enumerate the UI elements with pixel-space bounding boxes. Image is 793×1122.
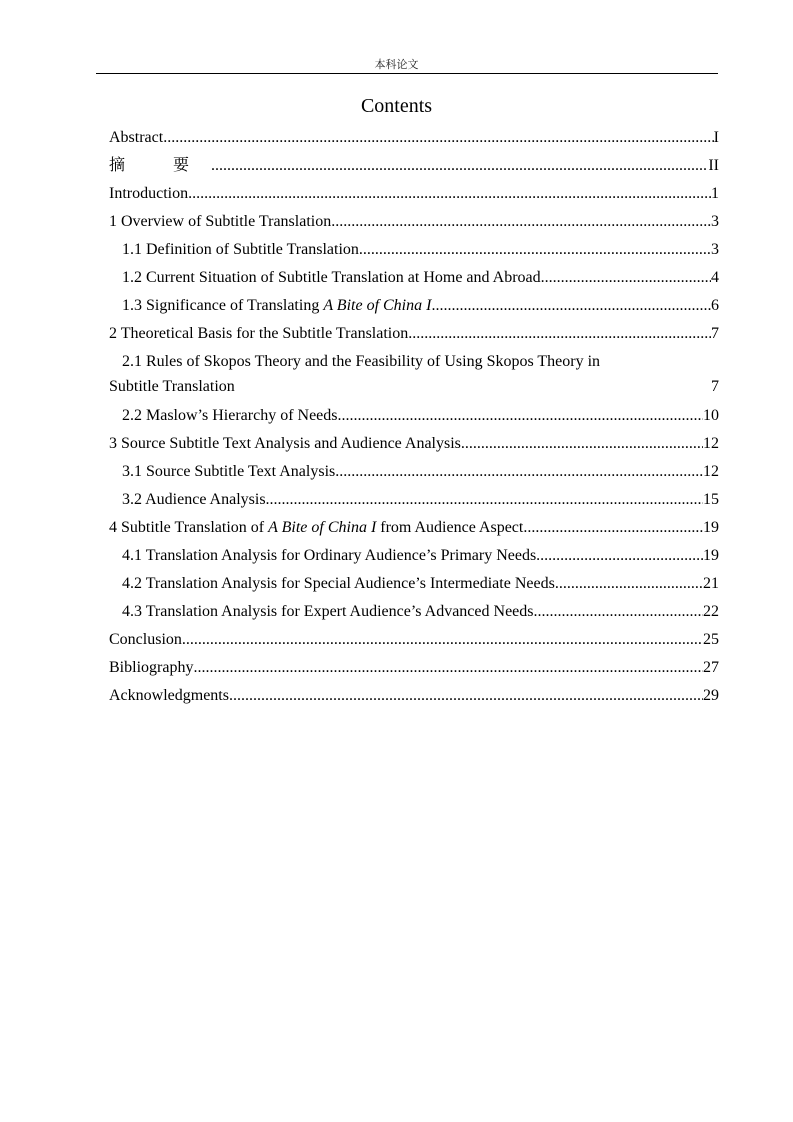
table-of-contents	[109, 124, 719, 710]
leader-dots	[235, 376, 711, 402]
toc-entry-page: 19	[703, 519, 719, 536]
toc-entry-label: 4.2 Translation Analysis for Special Audience’s Intermediate Needs	[122, 575, 555, 592]
leader-dots	[534, 598, 704, 626]
leader-dots	[163, 124, 713, 152]
toc-entry-section-2-2[interactable]	[109, 402, 719, 430]
leader-dots	[335, 458, 703, 486]
toc-entry-label: 1.1 Definition of Subtitle Translation	[122, 241, 359, 258]
leader-dots	[193, 654, 703, 682]
toc-entry-section-1-2[interactable]	[109, 264, 719, 292]
toc-entry-page: 7	[711, 378, 719, 395]
toc-entry-label: 1.2 Current Situation of Subtitle Translation at Home and Abroad	[122, 269, 541, 286]
toc-entry-label	[109, 514, 523, 542]
toc-entry-label-text: 摘 要	[109, 157, 212, 174]
leader-dots	[359, 236, 711, 264]
toc-entry-label: 4.3 Translation Analysis for Expert Audience’s Advanced Needs	[122, 603, 534, 620]
toc-entry-introduction[interactable]	[109, 180, 719, 208]
leader-dots	[408, 320, 711, 348]
leader-dots	[211, 152, 708, 180]
toc-entry-label: Conclusion	[109, 631, 182, 648]
leader-dots	[555, 570, 703, 598]
toc-entry-page: 7	[711, 325, 719, 342]
leader-dots	[331, 208, 711, 236]
toc-entry-page: 3	[711, 241, 719, 258]
header-rule	[96, 73, 718, 74]
toc-entry-label: 2.2 Maslow’s Hierarchy of Needs	[122, 407, 338, 424]
toc-entry-label-line1: 2.1 Rules of Skopos Theory and the Feasibility of Using Skopos Theory in	[122, 353, 601, 370]
leader-dots	[188, 180, 711, 208]
toc-entry-label: 1 Overview of Subtitle Translation	[109, 213, 332, 230]
toc-entry-page: 12	[703, 463, 719, 480]
toc-entry-label	[122, 292, 431, 320]
toc-entry-conclusion[interactable]	[109, 626, 719, 654]
toc-entry-chapter-4[interactable]	[109, 514, 719, 542]
toc-entry-label: 2 Theoretical Basis for the Subtitle Translation	[109, 325, 409, 342]
toc-entry-label-italic: A Bite of China I	[323, 297, 432, 314]
toc-entry-label: 3.1 Source Subtitle Text Analysis	[122, 463, 336, 480]
page-header: 本科论文	[374, 59, 419, 71]
toc-entry-section-1-1[interactable]	[109, 236, 719, 264]
toc-entry-section-4-3[interactable]	[109, 598, 719, 626]
toc-entry-page: 19	[703, 547, 719, 564]
toc-entry-label: 3.2 Audience Analysis	[122, 491, 266, 508]
toc-entry-section-3-2[interactable]	[109, 486, 719, 514]
toc-entry-label: Introduction	[109, 185, 189, 202]
toc-entry-page: I	[713, 129, 719, 146]
leader-dots	[541, 264, 711, 292]
toc-entry-label: Bibliography	[109, 659, 194, 676]
leader-dots	[182, 626, 703, 654]
toc-entry-page: 6	[711, 297, 719, 314]
toc-entry-section-2-1[interactable]	[109, 348, 719, 402]
toc-entry-label: Acknowledgments	[109, 687, 229, 704]
toc-entry-page: 4	[711, 269, 719, 286]
toc-entry-label	[109, 152, 211, 180]
toc-entry-page: 22	[703, 603, 719, 620]
toc-entry-abstract[interactable]	[109, 124, 719, 152]
toc-entry-page: 29	[703, 687, 719, 704]
toc-title: Contents	[360, 95, 433, 117]
toc-entry-bibliography[interactable]	[109, 654, 719, 682]
leader-dots	[338, 402, 704, 430]
toc-entry-section-1-3[interactable]	[109, 292, 719, 320]
toc-entry-chapter-3[interactable]	[109, 430, 719, 458]
toc-entry-label-line2: Subtitle Translation	[109, 378, 235, 395]
toc-entry-section-3-1[interactable]	[109, 458, 719, 486]
toc-entry-section-4-1[interactable]	[109, 542, 719, 570]
leader-dots	[229, 682, 703, 710]
toc-entry-label-italic: A Bite of China I	[268, 519, 377, 536]
toc-entry-page: 25	[703, 631, 719, 648]
toc-entry-label: Abstract	[109, 129, 164, 146]
toc-entry-page: 10	[703, 407, 719, 424]
toc-entry-acknowledgments[interactable]	[109, 682, 719, 710]
toc-entry-label-prefix: 4 Subtitle Translation of	[109, 519, 269, 536]
toc-entry-chinese-abstract[interactable]	[109, 152, 719, 180]
toc-entry-page: 12	[703, 435, 719, 452]
toc-entry-page: II	[708, 157, 719, 174]
toc-entry-chapter-2[interactable]	[109, 320, 719, 348]
toc-entry-label: 3 Source Subtitle Text Analysis and Audience Analysis	[109, 435, 461, 452]
toc-entry-page: 15	[703, 491, 719, 508]
toc-entry-label-suffix: from Audience Aspect	[376, 519, 524, 536]
toc-entry-section-4-2[interactable]	[109, 570, 719, 598]
toc-entry-page: 1	[711, 185, 719, 202]
leader-dots	[536, 542, 703, 570]
leader-dots	[461, 430, 703, 458]
leader-dots	[523, 514, 703, 542]
toc-entry-page: 3	[711, 213, 719, 230]
leader-dots	[431, 292, 711, 320]
toc-entry-page: 21	[703, 575, 719, 592]
toc-entry-chapter-1[interactable]	[109, 208, 719, 236]
leader-dots	[266, 486, 703, 514]
toc-entry-label-prefix: 1.3 Significance of Translating	[122, 297, 324, 314]
toc-entry-label: 4.1 Translation Analysis for Ordinary Audience’s Primary Needs	[122, 547, 537, 564]
toc-entry-page: 27	[703, 659, 719, 676]
